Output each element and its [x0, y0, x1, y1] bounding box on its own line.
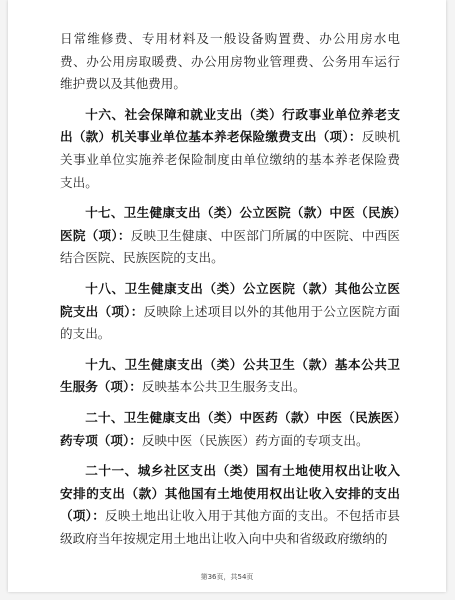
item-paragraph-19 [60, 354, 400, 399]
item-body-19: 反映基本公共卫生服务支出。 [141, 379, 306, 395]
item-heading-16: 十六、社会保障和就业支出（类）行政事业单位养老支出（款）机关事业单位基本养老保险缴费支出（项）： [60, 106, 400, 145]
item-body-20: 反映中医（民族医）药方面的专项支出。 [141, 432, 369, 448]
item-paragraph-21 [60, 460, 400, 550]
document-content [60, 28, 400, 550]
item-paragraph-20 [60, 407, 400, 452]
item-paragraph-18 [60, 278, 400, 346]
item-heading-20: 二十、卫生健康支出（类）中医药（款）中医（民族医）药专项（项）： [60, 409, 400, 448]
item-body-21: 反映土地出让收入用于其他方面的支出。不包括市县级政府当年按规定用土地出让收入向中央和省级政府缴纳的 [60, 508, 401, 546]
item-paragraph-16 [60, 104, 400, 194]
item-heading-18: 十八、卫生健康支出（类）公立医院（款）其他公立医院支出（项）： [60, 280, 400, 319]
intro-paragraph: 日常维修费、专用材料及一般设备购置费、办公用房水电费、办公用房取暖费、办公用房物业管理费、公务用车运行维护费以及其他费用。 [60, 31, 400, 92]
item-paragraph-17 [60, 202, 400, 270]
document-page [8, 0, 446, 592]
item-body-18: 反映除上述项目以外的其他用于公立医院方面的支出。 [60, 303, 401, 342]
item-body-16: 反映机关事业单位实施养老保险制度由单位缴纳的基本养老保险费支出。 [60, 129, 400, 190]
item-heading-17: 十七、卫生健康支出（类）公立医院（款）中医（民族）医院（项）： [60, 205, 400, 243]
page-number-footer: 第36页，共54页 [200, 573, 254, 581]
item-body-17: 反映卫生健康、中医部门所属的中医院、中西医结合医院、民族医院的支出。 [60, 227, 401, 266]
item-heading-19: 十九、卫生健康支出（类）公共卫生（款）基本公共卫生服务（项）： [60, 356, 400, 395]
item-heading-21: 二十一、城乡社区支出（类）国有土地使用权出让收入安排的支出（款）其他国有土地使用权出让收入安排的支出（项）： [60, 463, 400, 524]
